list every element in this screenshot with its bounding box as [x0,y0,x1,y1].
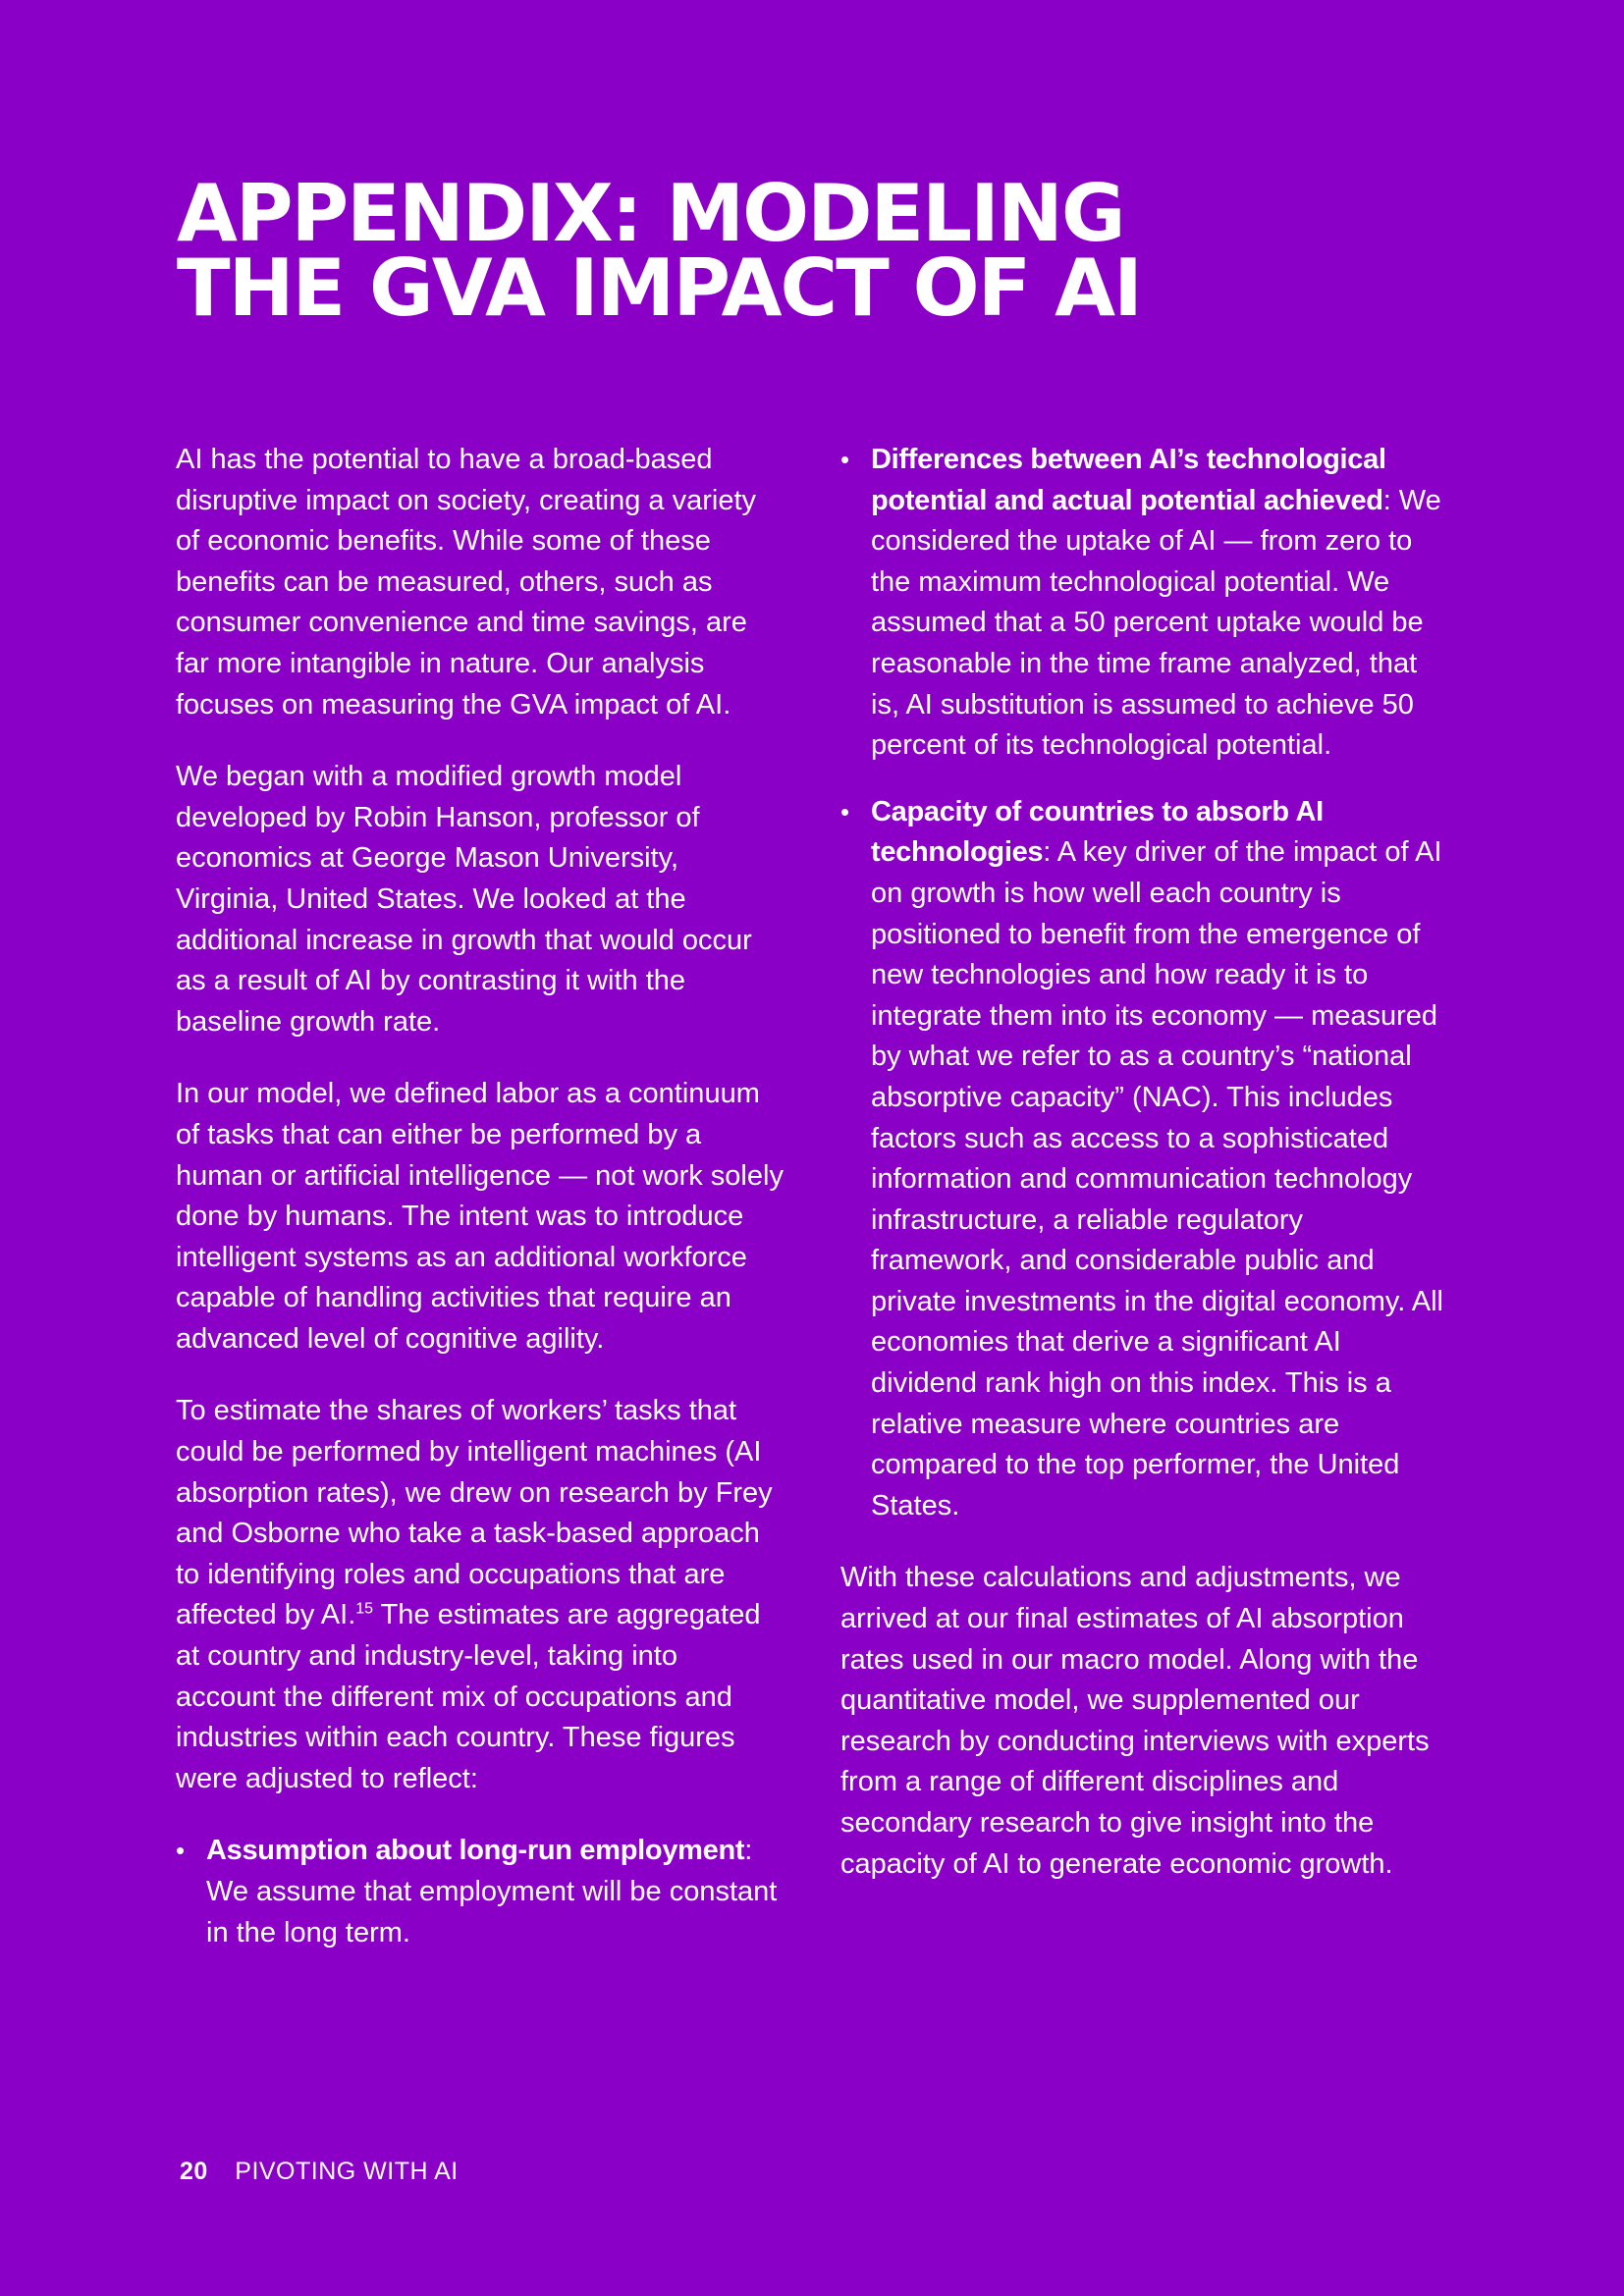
bullet-technological-potential [840,440,1449,767]
bullet-heading: Differences between AI’s technological potential and actual potential achieved [871,444,1386,516]
absorption-text-part-2: The estimates are aggregated at country and industry-level, taking into account the different mix of occupations and industries within each country. These figures were adjusted to reflect: [176,1599,761,1794]
bullet-absorptive-capacity [840,792,1449,1527]
bullet-text: : A key driver of the impact of AI on growth is how well each country is positioned to benefit from the emergence of new technologies and how ready it is to integrate them into its economy — measured by what we refer to as a country’s “national absorptive capacity” (NAC). This includes factors such as access to a sophisticated information and communication technology infrastructure, a reliable regulatory framework, and considerable public and private investments in the digital economy. All economies that derive a significant AI dividend rank high on this index. This is a relative measure where countries are compared to the top performer, the United States. [871,836,1443,1522]
right-column [840,440,1449,1916]
page-title [177,168,1141,334]
absorption-text-part-1: To estimate the shares of workers’ tasks that could be performed by intelligent machines (AI absorption rates), we drew on research by Frey and Osborne who take a task-based approach to identifying roles and occupations that are affected by AI. [176,1395,773,1631]
publication-title: PIVOTING WITH AI [235,2158,459,2185]
bullet-text: : We assume that employment will be constant in the long term. [206,1835,778,1949]
intro-paragraph: AI has the potential to have a broad-based disruptive impact on society, creating a variety of economic benefits. While some of these benefits can be measured, others, such as consumer convenience and time savings, are far more intangible in nature. Our analysis focuses on measuring the GVA impact of AI. [176,444,757,721]
bullet-text: : We considered the uptake of AI — from zero to the maximum technological potential. We assumed that a 50 percent uptake would be reasonable in the time frame analyzed, that is, AI substitution is assumed to achieve 50 percent of its technological potential. [871,484,1441,762]
adjustments-list-left [176,1831,785,1953]
page-number: 20 [180,2158,208,2185]
page-footer [180,2157,459,2186]
title-line-1: APPENDIX: MODELING [177,168,1124,259]
adjustments-list-right [840,440,1449,1526]
labor-definition-paragraph: In our model, we defined labor as a continuum of tasks that can either be performed by a human or artificial intelligence — not work solely done by humans. The intent was to introduce intelligent systems as an additional workforce capable of handling activities that require an advanced level of cognitive agility. [176,1078,784,1355]
bullet-long-run-employment [176,1831,785,1953]
footnote-marker: 15 [355,1600,374,1618]
absorption-rates-paragraph [176,1391,785,1799]
conclusion-paragraph: With these calculations and adjustments, we arrived at our final estimates of AI absorption rates used in our macro model. Along with the quantitative model, we supplemented our research by conducting interviews with experts from a range of different disciplines and secondary research to give insight into the capacity of AI to generate economic growth. [840,1562,1430,1880]
title-line-2: THE GVA IMPACT OF AI [177,242,1141,334]
left-column [176,440,785,1985]
growth-model-paragraph: We began with a modified growth model developed by Robin Hanson, professor of economics at George Mason University, Virginia, United States. We looked at the additional increase in growth that would occur as a result of AI by contrasting it with the baseline growth rate. [176,761,752,1038]
bullet-heading: Assumption about long-run employment [206,1835,745,1867]
bullet-heading: Capacity of countries to absorb AI technologies [871,795,1324,869]
